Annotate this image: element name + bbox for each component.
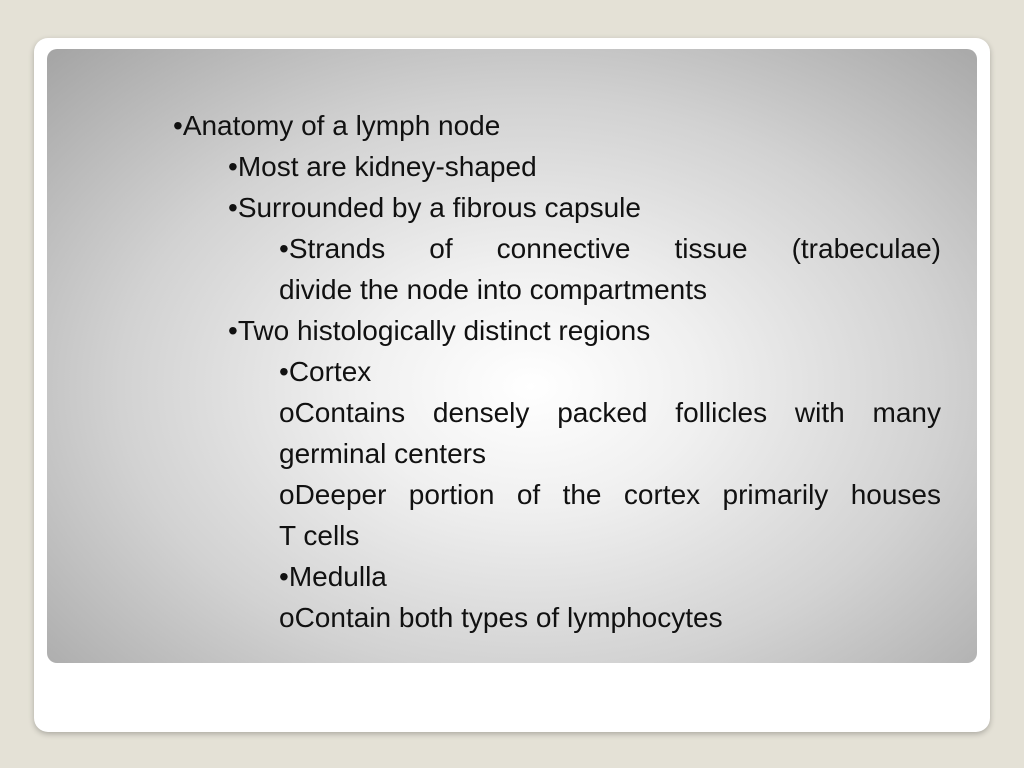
- bullet-level4-lymphocytes: [279, 597, 941, 638]
- bullet-text: Anatomy of a lymph node: [182, 110, 501, 141]
- bullet-level2-capsule: [228, 187, 641, 228]
- bullet-marker: •: [279, 356, 289, 387]
- bullet-marker: •: [173, 110, 183, 141]
- bullet-text: Contains densely packed follicles with many: [294, 397, 941, 428]
- bullet-continuation-germinal: [279, 433, 486, 474]
- bullet-text: divide the node into compartments: [279, 274, 708, 305]
- bullet-marker: •: [228, 192, 238, 223]
- bullet-level2-kidney-shaped: [228, 146, 537, 187]
- bullet-text: Deeper portion of the cortex primarily houses: [294, 479, 941, 510]
- bullet-continuation-t-cells: [279, 515, 359, 556]
- bullet-text: T cells: [279, 520, 360, 551]
- bullet-text: Strands of connective tissue (trabeculae): [288, 233, 941, 264]
- bullet-level3-cortex: [279, 351, 941, 392]
- bullet-level4-follicles: [279, 392, 941, 433]
- bullet-marker: •: [228, 151, 238, 182]
- bullet-marker: •: [279, 233, 289, 264]
- bullet-level3-trabeculae: [279, 228, 941, 269]
- bullet-text: Cortex: [288, 356, 372, 387]
- bullet-continuation-compartments: [279, 269, 707, 310]
- bullet-level2-regions: [228, 310, 650, 351]
- bullet-text: Most are kidney-shaped: [237, 151, 537, 182]
- bullet-marker: o: [279, 479, 295, 510]
- bullet-marker: •: [228, 315, 238, 346]
- bullet-text: Two histologically distinct regions: [237, 315, 651, 346]
- bullet-text: germinal centers: [279, 438, 486, 469]
- bullet-level3-medulla: [279, 556, 941, 597]
- bullet-text: Medulla: [288, 561, 387, 592]
- bullet-marker: o: [279, 397, 295, 428]
- bullet-level1-anatomy: [173, 105, 500, 146]
- bullet-marker: o: [279, 602, 295, 633]
- bullet-text: Surrounded by a fibrous capsule: [237, 192, 641, 223]
- bullet-level4-deeper-portion: [279, 474, 941, 515]
- bullet-text: Contain both types of lymphocytes: [294, 602, 723, 633]
- bullet-marker: •: [279, 561, 289, 592]
